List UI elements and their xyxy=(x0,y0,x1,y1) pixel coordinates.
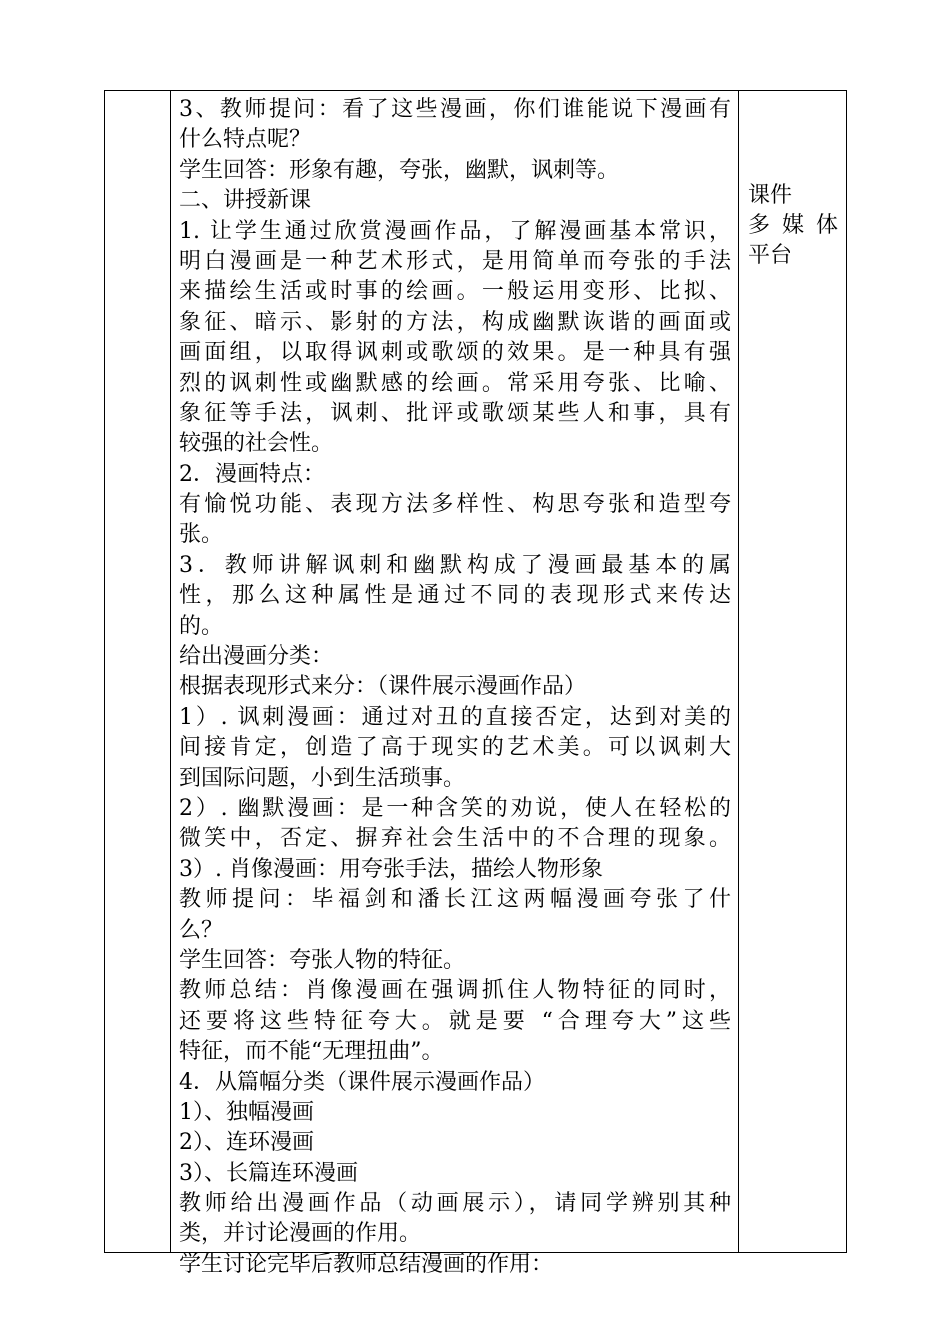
lesson-text-line: 二、讲授新课 xyxy=(179,188,312,214)
table-border-col1 xyxy=(170,90,171,1253)
lesson-text-line: 教师总结：肖像漫画在强调抓住人物特征的同时， xyxy=(179,978,731,1004)
lesson-text-line: 1）、独幅漫画 xyxy=(179,1099,314,1125)
lesson-text-line: 还要将这些特征夸大。就是要 “合理夸大”这些 xyxy=(179,1008,731,1034)
table-border-right xyxy=(846,90,847,1253)
lesson-content-cell xyxy=(179,95,731,1280)
lesson-text-line: 3）、长篇连环漫画 xyxy=(179,1160,358,1186)
teaching-resources-cell xyxy=(748,181,842,271)
lesson-text-line: 特征，而不能“无理扭曲”。 xyxy=(179,1039,444,1065)
lesson-text-line: 画面组，以取得讽刺或歌颂的效果。是一种具有强 xyxy=(179,340,731,366)
table-border-col2 xyxy=(738,90,739,1253)
lesson-text-line: 微笑中，否定、摒弃社会生活中的不合理的现象。 xyxy=(179,826,731,852)
lesson-text-line: 烈的讽刺性或幽默感的绘画。常采用夸张、比喻、 xyxy=(179,370,731,396)
lesson-text-line: 明白漫画是一种艺术形式，是用简单而夸张的手法 xyxy=(179,248,731,274)
lesson-text-line: 象征、暗示、影射的方法，构成幽默诙谐的画面或 xyxy=(179,309,731,335)
table-border-left xyxy=(104,90,105,1253)
lesson-text-line: 有愉悦功能、表现方法多样性、构思夸张和造型夸 xyxy=(179,492,731,518)
lesson-text-line: 1. 让学生通过欣赏漫画作品，了解漫画基本常识， xyxy=(179,218,731,244)
lesson-text-line: 给出漫画分类： xyxy=(179,644,334,670)
lesson-text-line: 学生讨论完毕后教师总结漫画的作用： xyxy=(179,1251,554,1277)
table-top-border xyxy=(104,90,847,91)
lesson-text-line: 类，并讨论漫画的作用。 xyxy=(179,1221,422,1247)
lesson-text-line: 较强的社会性。 xyxy=(179,431,334,457)
lesson-text-line: 到国际问题，小到生活琐事。 xyxy=(179,765,466,791)
lesson-text-line: 教师提问：毕福剑和潘长江这两幅漫画夸张了什 xyxy=(179,887,731,913)
lesson-text-line: 4．从篇幅分类（课件展示漫画作品） xyxy=(179,1069,545,1095)
lesson-text-line: 3、教师提问：看了这些漫画，你们谁能说下漫画有 xyxy=(179,97,731,122)
lesson-text-line: 2）. 幽默漫画：是一种含笑的劝说，使人在轻松的 xyxy=(179,795,731,821)
lesson-text-line: 间接肯定，创造了高于现实的艺术美。可以讽刺大 xyxy=(179,735,731,761)
lesson-text-line: 3）. 肖像漫画：用夸张手法，描绘人物形象 xyxy=(179,856,603,882)
lesson-text-line: 根据表现形式来分：（课件展示漫画作品） xyxy=(179,674,587,700)
lesson-text-line: 象征等手法，讽刺、批评或歌颂某些人和事，具有 xyxy=(179,400,731,426)
lesson-text-line: 学生回答：夸张人物的特征。 xyxy=(179,947,466,973)
lesson-text-line: 张。 xyxy=(179,522,224,548)
resource-text-line: 平台 xyxy=(748,243,793,268)
lesson-text-line: 么？ xyxy=(179,917,224,943)
resource-text-line: 课件 xyxy=(748,183,793,208)
lesson-text-line: 2）、连环漫画 xyxy=(179,1130,314,1156)
lesson-text-line: 教师给出漫画作品（动画展示），请同学辨别其种 xyxy=(179,1191,731,1217)
lesson-text-line: 1）. 讽刺漫画：通过对丑的直接否定，达到对美的 xyxy=(179,704,731,730)
lesson-text-line: 的。 xyxy=(179,613,224,639)
lesson-text-line: 来描绘生活或时事的绘画。一般运用变形、比拟、 xyxy=(179,279,731,305)
lesson-text-line: 什么特点呢？ xyxy=(179,127,312,153)
lesson-text-line: 2．漫画特点： xyxy=(179,461,325,487)
lesson-text-line: 3．教师讲解讽刺和幽默构成了漫画最基本的属 xyxy=(179,552,731,578)
lesson-text-line: 学生回答：形象有趣，夸张，幽默，讽刺等。 xyxy=(179,157,620,183)
lesson-text-line: 性，那么这种属性是通过不同的表现形式来传达 xyxy=(179,583,731,609)
resource-text-line: 多 媒 体 xyxy=(748,213,838,238)
